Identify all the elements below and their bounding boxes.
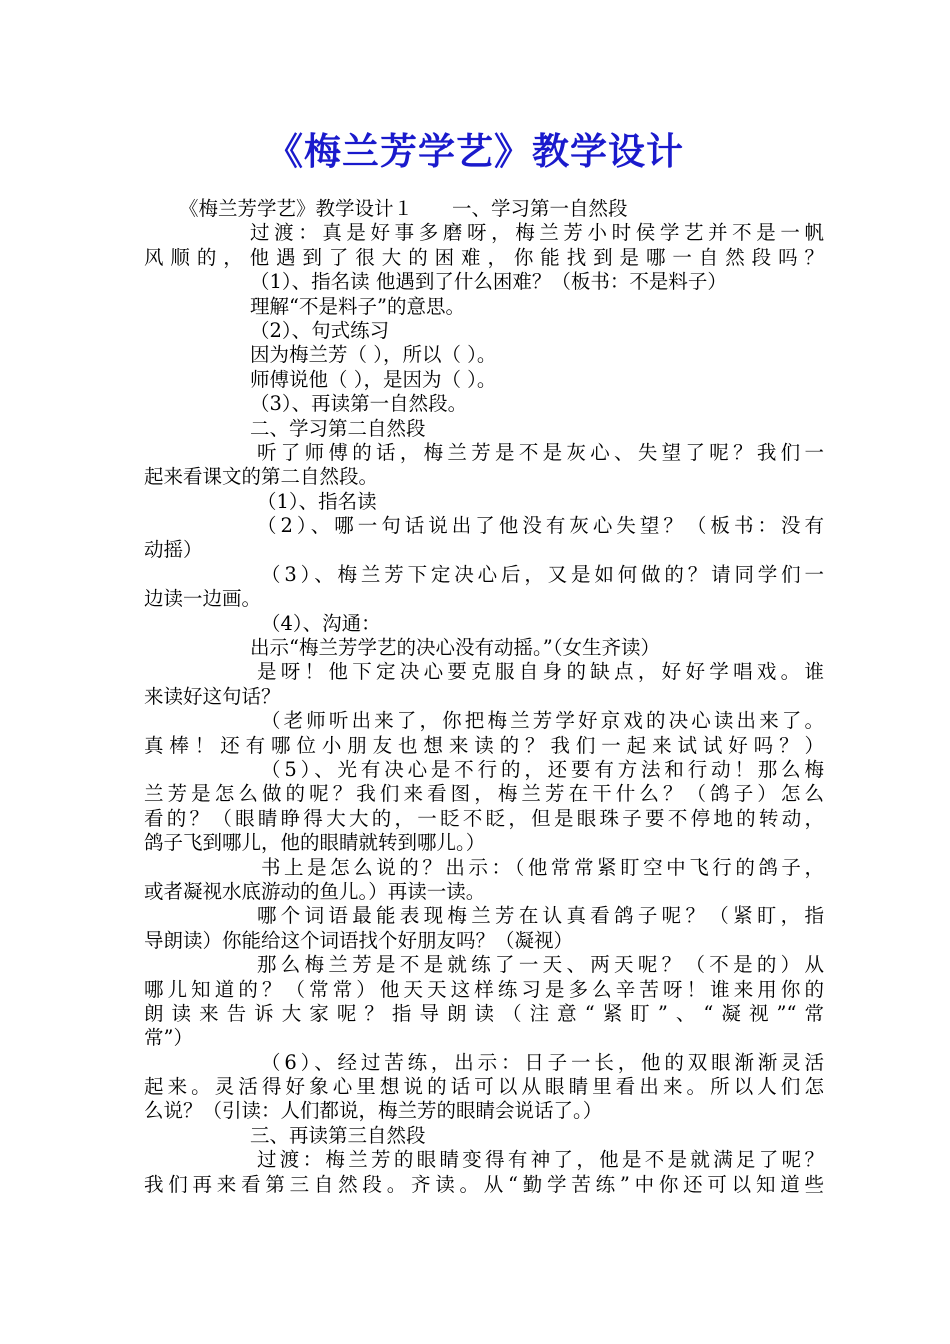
text-line: 鸽子飞到哪儿，他的眼睛就转到哪儿。） <box>144 831 486 855</box>
text-line: （6）、经过苦练，出示：日子一长，他的双眼渐渐灵活 <box>261 1050 824 1074</box>
text-line: 边读一边画。 <box>144 587 262 611</box>
text-line: 是呀！他下定决心要克服自身的缺点，好好学唱戏。谁 <box>257 660 824 684</box>
text-line: 师傅说他（ ），是因为（ ）。 <box>250 367 497 391</box>
text-line: （2）、句式练习 <box>250 318 390 342</box>
text-line: 出示“梅兰芳学艺的决心没有动摇。”（女生齐读） <box>250 636 660 660</box>
text-line: 真棒！还有哪位小朋友也想来读的？我们一起来试试好吗？） <box>144 733 824 757</box>
text-line: 或者凝视水底游动的鱼儿。）再读一读。 <box>144 879 486 903</box>
page-title: 《梅兰芳学艺》教学设计 <box>266 130 684 173</box>
text-line: 常”） <box>144 1026 193 1050</box>
text-line: 起来看课文的第二自然段。 <box>144 465 379 489</box>
text-line: 风顺的，他遇到了很大的困难，你能找到是哪一自然段吗？ <box>144 245 824 269</box>
text-line: （5）、光有决心是不行的，还要有方法和行动！那么梅 <box>261 757 824 781</box>
text-line: 《梅兰芳学艺》教学设计１ 一、学习第一自然段 <box>179 197 628 220</box>
text-line: 理解“不是料子”的意思。 <box>250 294 465 318</box>
text-line: （2）、哪一句话说出了他没有灰心失望？（板书：没有 <box>257 514 824 538</box>
text-line: 因为梅兰芳（ ），所以（ ）。 <box>250 343 497 367</box>
text-line: 动摇） <box>144 538 203 562</box>
text-line: 过渡：梅兰芳的眼睛变得有神了，他是不是就满足了呢？ <box>257 1148 824 1172</box>
text-line: 么说？（引读：人们都说，梅兰芳的眼睛会说话了。） <box>144 1099 603 1123</box>
text-line: 朗读来告诉大家呢？指导朗读（注意“紧盯”、“凝视”“常 <box>144 1001 824 1025</box>
text-line: 看的？（眼睛睁得大大的，一眨不眨，但是眼珠子要不停地的转动， <box>144 806 824 830</box>
section-heading: 三、再读第三自然段 <box>250 1123 426 1147</box>
text-line: 书上是怎么说的？出示：（他常常紧盯空中飞行的鸽子， <box>261 855 824 879</box>
text-line: 哪个词语最能表现梅兰芳在认真看鸽子呢？（紧盯，指 <box>257 904 824 928</box>
text-line: 来读好这句话？ <box>144 684 281 708</box>
text-line: （3）、再读第一自然段。 <box>250 392 468 416</box>
text-line: 导朗读）你能给这个词语找个好朋友吗？（凝视） <box>144 928 574 952</box>
text-line: 兰芳是怎么做的呢？我们来看图，梅兰芳在干什么？（鸽子）怎么 <box>144 782 824 806</box>
text-line: （1）、指名读 <box>257 489 377 513</box>
text-line: 过渡：真是好事多磨呀，梅兰芳小时侯学艺并不是一帆 <box>250 221 824 245</box>
text-line: （3）、梅兰芳下定决心后，又是如何做的？请同学们一 <box>261 562 824 586</box>
text-line: 我们再来看第三自然段。齐读。从“勤学苦练”中你还可以知道些 <box>144 1172 824 1196</box>
text-line: 哪儿知道的？（常常）他天天这样练习是多么辛苦呀！谁来用你的 <box>144 977 824 1001</box>
text-line: （4）、沟通： <box>261 611 381 635</box>
text-line: 听了师傅的话，梅兰芳是不是灰心、失望了呢？我们一 <box>257 440 824 464</box>
document-body <box>144 197 824 1197</box>
section-heading: 二、学习第二自然段 <box>250 416 426 440</box>
text-line: 起来。灵活得好象心里想说的话可以从眼睛里看出来。所以人们怎 <box>144 1075 824 1099</box>
text-line: （老师听出来了，你把梅兰芳学好京戏的决心读出来了。 <box>261 709 824 733</box>
text-line: （1）、指名读 他遇到了什么困难？（板书：不是料子） <box>250 270 727 294</box>
text-line: 那么梅兰芳是不是就练了一天、两天呢？（不是的）从 <box>257 953 824 977</box>
